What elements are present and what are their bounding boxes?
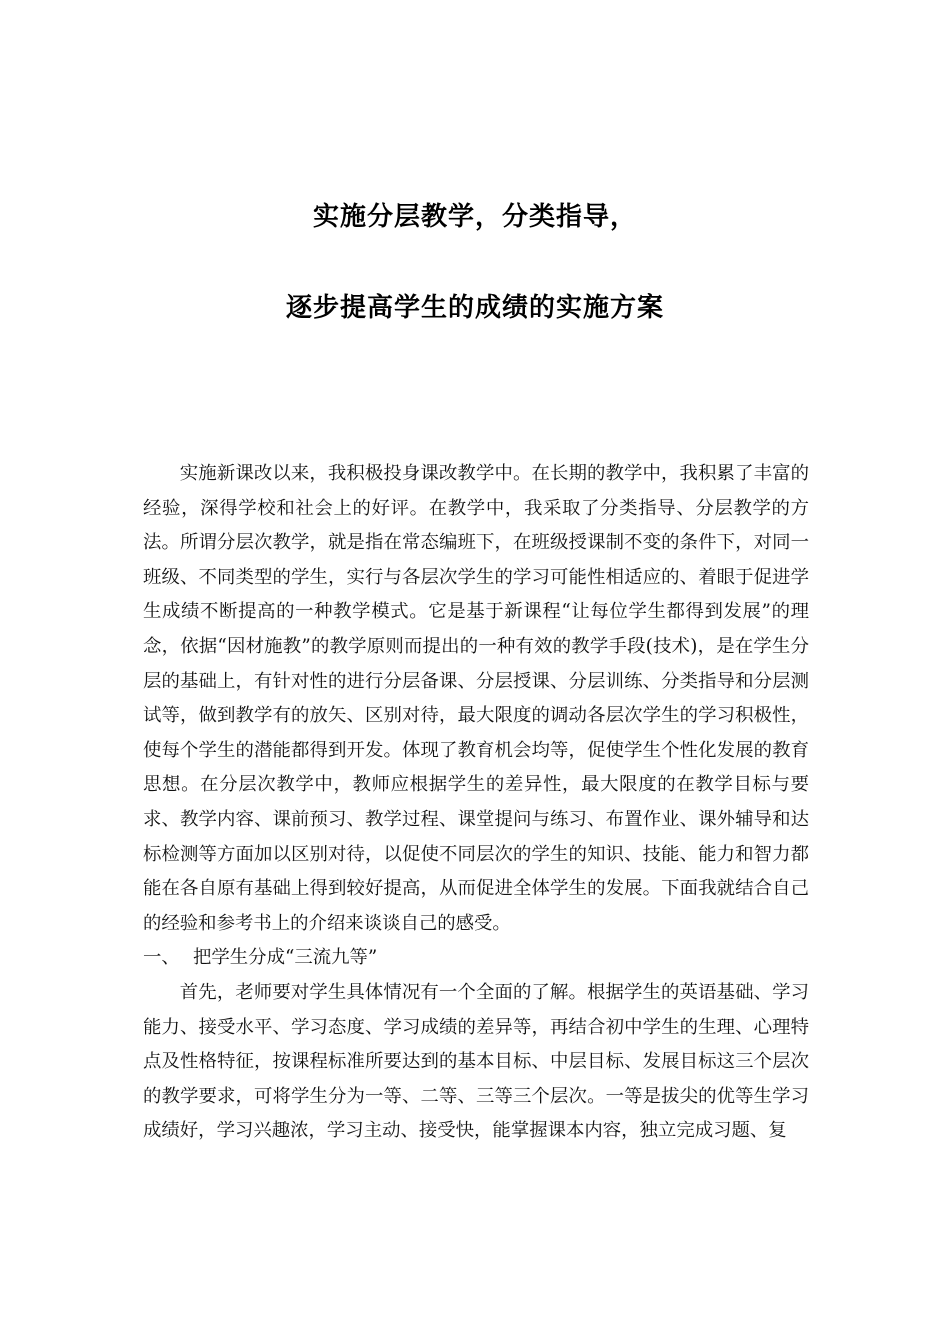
section-heading-1: [143, 941, 809, 976]
section-number: 一、: [143, 947, 180, 969]
section-title: 把学生分成“三流九等”: [193, 947, 378, 969]
document-body: [143, 457, 809, 1149]
document-title-line-2: 逐步提高学生的成绩的实施方案: [285, 293, 664, 323]
document-title-line-1: 实施分层教学，分类指导，: [312, 202, 637, 232]
paragraph-section-1: 首先，老师要对学生具体情况有一个全面的了解。根据学生的英语基础、学习能力、接受水平、学习态度、学习成绩的差异等，再结合初中学生的生理、心理特点及性格特征，按课程标准所要达到的基本目标、中层目标、发展目标这三个层次的教学要求，可将学生分为一等、二等、三等三个层次。一等是拔尖的优等生学习成绩好，学习兴趣浓，学习主动、接受快，能掌握课本内容，独立完成习题、复: [143, 981, 809, 1142]
paragraph-intro: 实施新课改以来，我积极投身课改教学中。在长期的教学中，我积累了丰富的经验，深得学校和社会上的好评。在教学中，我采取了分类指导、分层教学的方法。所谓分层次教学，就是指在常态编班下，在班级授课制不变的条件下，对同一班级、不同类型的学生，实行与各层次学生的学习可能性相适应的、着眼于促进学生成绩不断提高的一种教学模式。它是基于新课程“让每位学生都得到发展”的理念，依据“因材施教”的教学原则而提出的一种有效的教学手段(技术)，是在学生分层的基础上，有针对性的进行分层备课、分层授课、分层训练、分类指导和分层测试等，做到教学有的放矢、区别对待，最大限度的调动各层次学生的学习积极性，使每个学生的潜能都得到开发。体现了教育机会均等，促使学生个性化发展的教育思想。在分层次教学中，教师应根据学生的差异性，最大限度的在教学目标与要求、教学内容、课前预习、教学过程、课堂提问与练习、布置作业、课外辅导和达标检测等方面加以区别对待，以促使不同层次的学生的知识、技能、能力和智力都能在各自原有基础上得到较好提高，从而促进全体学生的发展。下面我就结合自己的经验和参考书上的介绍来谈谈自己的感受。: [143, 463, 809, 934]
